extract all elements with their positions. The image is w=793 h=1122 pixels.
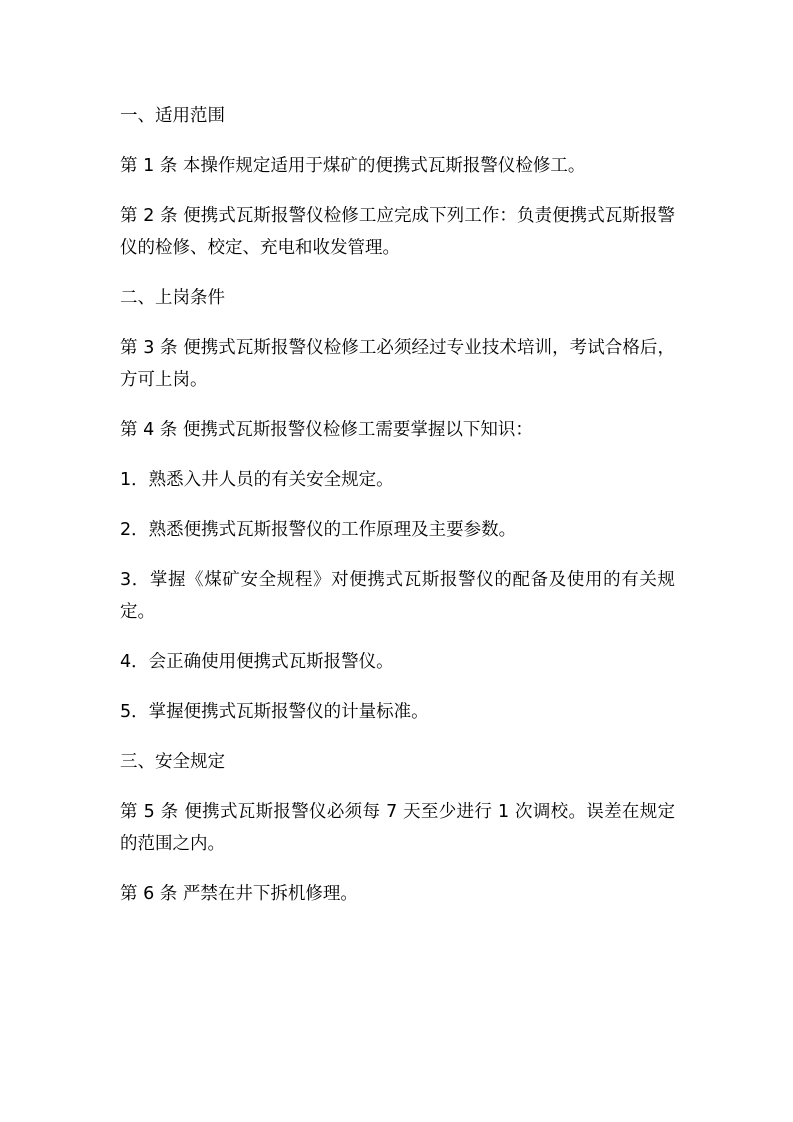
list-item-5: 5．掌握便携式瓦斯报警仪的计量标准。 bbox=[120, 702, 429, 722]
list-item-2: 2．熟悉便携式瓦斯报警仪的工作原理及主要参数。 bbox=[120, 520, 517, 540]
document-body bbox=[120, 100, 675, 928]
list-item-4: 4．会正确使用便携式瓦斯报警仪。 bbox=[120, 652, 394, 672]
article-6: 第 6 条 严禁在井下拆机修理。 bbox=[120, 884, 358, 904]
list-item-1: 1．熟悉入井人员的有关安全规定。 bbox=[120, 470, 394, 490]
article-3: 第 3 条 便携式瓦斯报警仪检修工必须经过专业技术培训，考试合格后，方可上岗。 bbox=[120, 338, 675, 390]
list-item-3: 3．掌握《煤矿安全规程》对便携式瓦斯报警仪的配备及使用的有关规定。 bbox=[120, 570, 675, 622]
article-2: 第 2 条 便携式瓦斯报警仪检修工应完成下列工作：负责便携式瓦斯报警仪的检修、校定、充电和收发管理。 bbox=[120, 206, 675, 258]
section-heading-qualification: 二、上岗条件 bbox=[120, 288, 225, 308]
section-heading-scope: 一、适用范围 bbox=[120, 106, 225, 126]
section-heading-safety: 三、安全规定 bbox=[120, 752, 225, 772]
article-4: 第 4 条 便携式瓦斯报警仪检修工需要掌握以下知识： bbox=[120, 420, 533, 440]
article-5: 第 5 条 便携式瓦斯报警仪必须每 7 天至少进行 1 次调校。误差在规定的范围之内。 bbox=[120, 802, 675, 854]
article-1: 第 1 条 本操作规定适用于煤矿的便携式瓦斯报警仪检修工。 bbox=[120, 156, 586, 176]
